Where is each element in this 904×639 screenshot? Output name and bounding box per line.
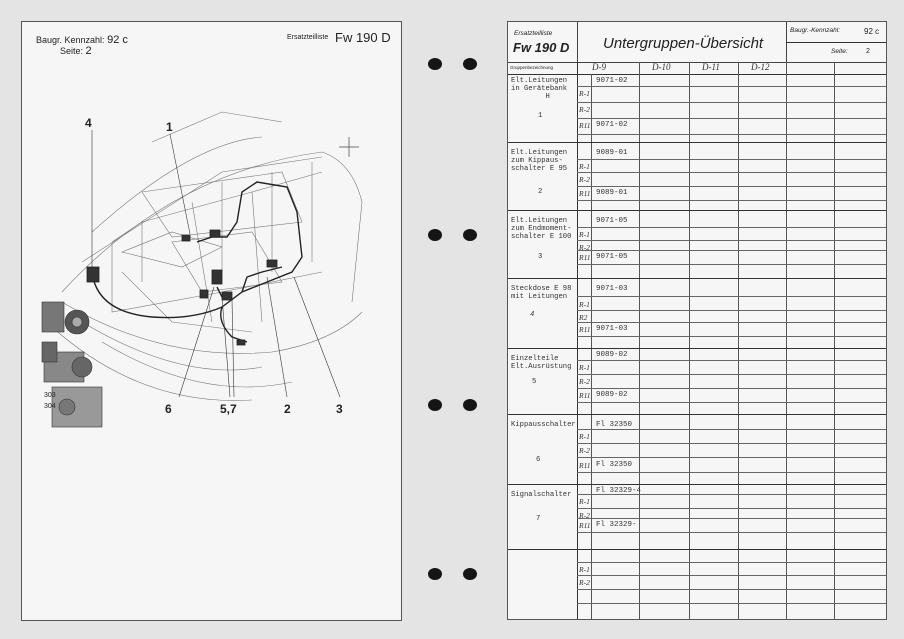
r11-code: 9089-01 [596,189,628,197]
table-row: R-1 R-2 [508,549,886,619]
group-number: 7 [536,515,541,523]
group-number: 3 [538,253,543,261]
punch-hole [463,58,477,70]
punch-hole [463,568,477,580]
group-description: Signalschalter [511,491,572,499]
r11-code: Fl 32329- [596,521,637,529]
kennzahl-box: Baugr.-Kennzahl: 92 c Seite: 2 [786,22,886,63]
column-header: D-9 [592,62,606,72]
page-title: Untergruppen-Übersicht [603,35,764,52]
r11-code: 9089-02 [596,391,628,399]
ersatzteilliste-label: Ersatzteilliste [287,34,329,41]
group-number: 1 [538,112,543,120]
right-page-table [507,21,887,620]
top-code: 9089-01 [596,149,628,157]
ersatzteilliste-value: Fw 190 D [335,30,391,45]
table-row: Steckdose E 98 mit Leitungen 4 9071-03 R-1 R2 R11 9071-03 [508,278,886,348]
top-code: 9071-02 [596,77,628,85]
table-row: Kippausschalter 6 Fl 32350 R-1 R-2 R11 Fl 32350 [508,414,886,484]
table-row: Elt.Leitungen zum Endmoment- schalter E 100 3 9071-05 R-1 R-2 R11 9071-05 [508,210,886,278]
punch-hole [428,229,442,241]
seite-label: Seite: 2 [60,45,92,57]
group-description: Elt.Leitungen zum Endmoment- schalter E 100 [511,217,572,241]
title-box [577,22,787,63]
group-number: 2 [538,188,543,196]
callout-1: 1 [166,120,173,134]
side-figure-label: 304 [44,403,56,410]
r11-code: 9071-03 [596,325,628,333]
kennzahl-value: 92 c [107,34,128,46]
ersatzteilliste-box: Ersatzteilliste Fw 190 D [508,22,578,63]
wiring-diagram [22,22,401,442]
group-number: 5 [532,378,537,386]
punch-hole [463,229,477,241]
column-header: D-10 [652,62,671,72]
ersatzteilliste-value: Fw 190 D [513,40,570,55]
group-description: Einzelteile Elt.Ausrüstung [511,355,572,371]
r11-code: 9071-05 [596,253,628,261]
callout-3: 3 [336,402,343,416]
kennzahl-value: 92 c [864,27,880,36]
column-header: D-11 [702,62,720,72]
table-row: Signalschalter 7 Fl 32329-4 R-1 R-2 R11 Fl 32329- [508,484,886,549]
table-row: Einzelteile Elt.Ausrüstung 5 9089-02 R-1 R-2 R11 9089-02 [508,348,886,414]
callout-2: 2 [284,402,291,416]
punch-hole [428,399,442,411]
left-page-illustration [21,21,402,621]
r11-code: 9071-02 [596,121,628,129]
top-code: Fl 32329-4 [596,487,642,495]
punch-hole [428,58,442,70]
group-description: Elt.Leitungen in Gerätebank H [511,77,568,101]
table-row: Elt.Leitungen in Gerätebank H 1 9071-02 R-1 R-2 R11 9071-02 [508,74,886,142]
top-code: 9071-05 [596,217,628,225]
seite-value: 2 [85,45,92,57]
top-code: 9089-02 [596,351,628,359]
callout-5-7: 5,7 [220,402,237,416]
top-code: 9071-03 [596,285,628,293]
group-number: 6 [536,456,541,464]
kennzahl-label: Baugr. Kennzahl: 92 c [36,34,128,46]
gruppen-label: Gruppenbezeichnung [510,65,554,70]
group-number: 4 [530,311,535,319]
punch-hole [428,568,442,580]
group-description: Steckdose E 98 mit Leitungen [511,285,572,301]
top-code: Fl 32350 [596,421,633,429]
callout-6: 6 [165,402,172,416]
side-figure-label: 303 [44,392,56,399]
seite-value: 2 [866,48,870,55]
table-row: Elt.Leitungen zum Kippaus- schalter E 95 2 9089-01 R-1 R-2 R11 9089-01 [508,142,886,210]
column-header: D-12 [751,62,770,72]
callout-4: 4 [85,116,92,130]
group-description: Kippausschalter [511,421,576,429]
group-description: Elt.Leitungen zum Kippaus- schalter E 95 [511,149,568,173]
punch-hole [463,399,477,411]
r11-code: Fl 32350 [596,461,633,469]
